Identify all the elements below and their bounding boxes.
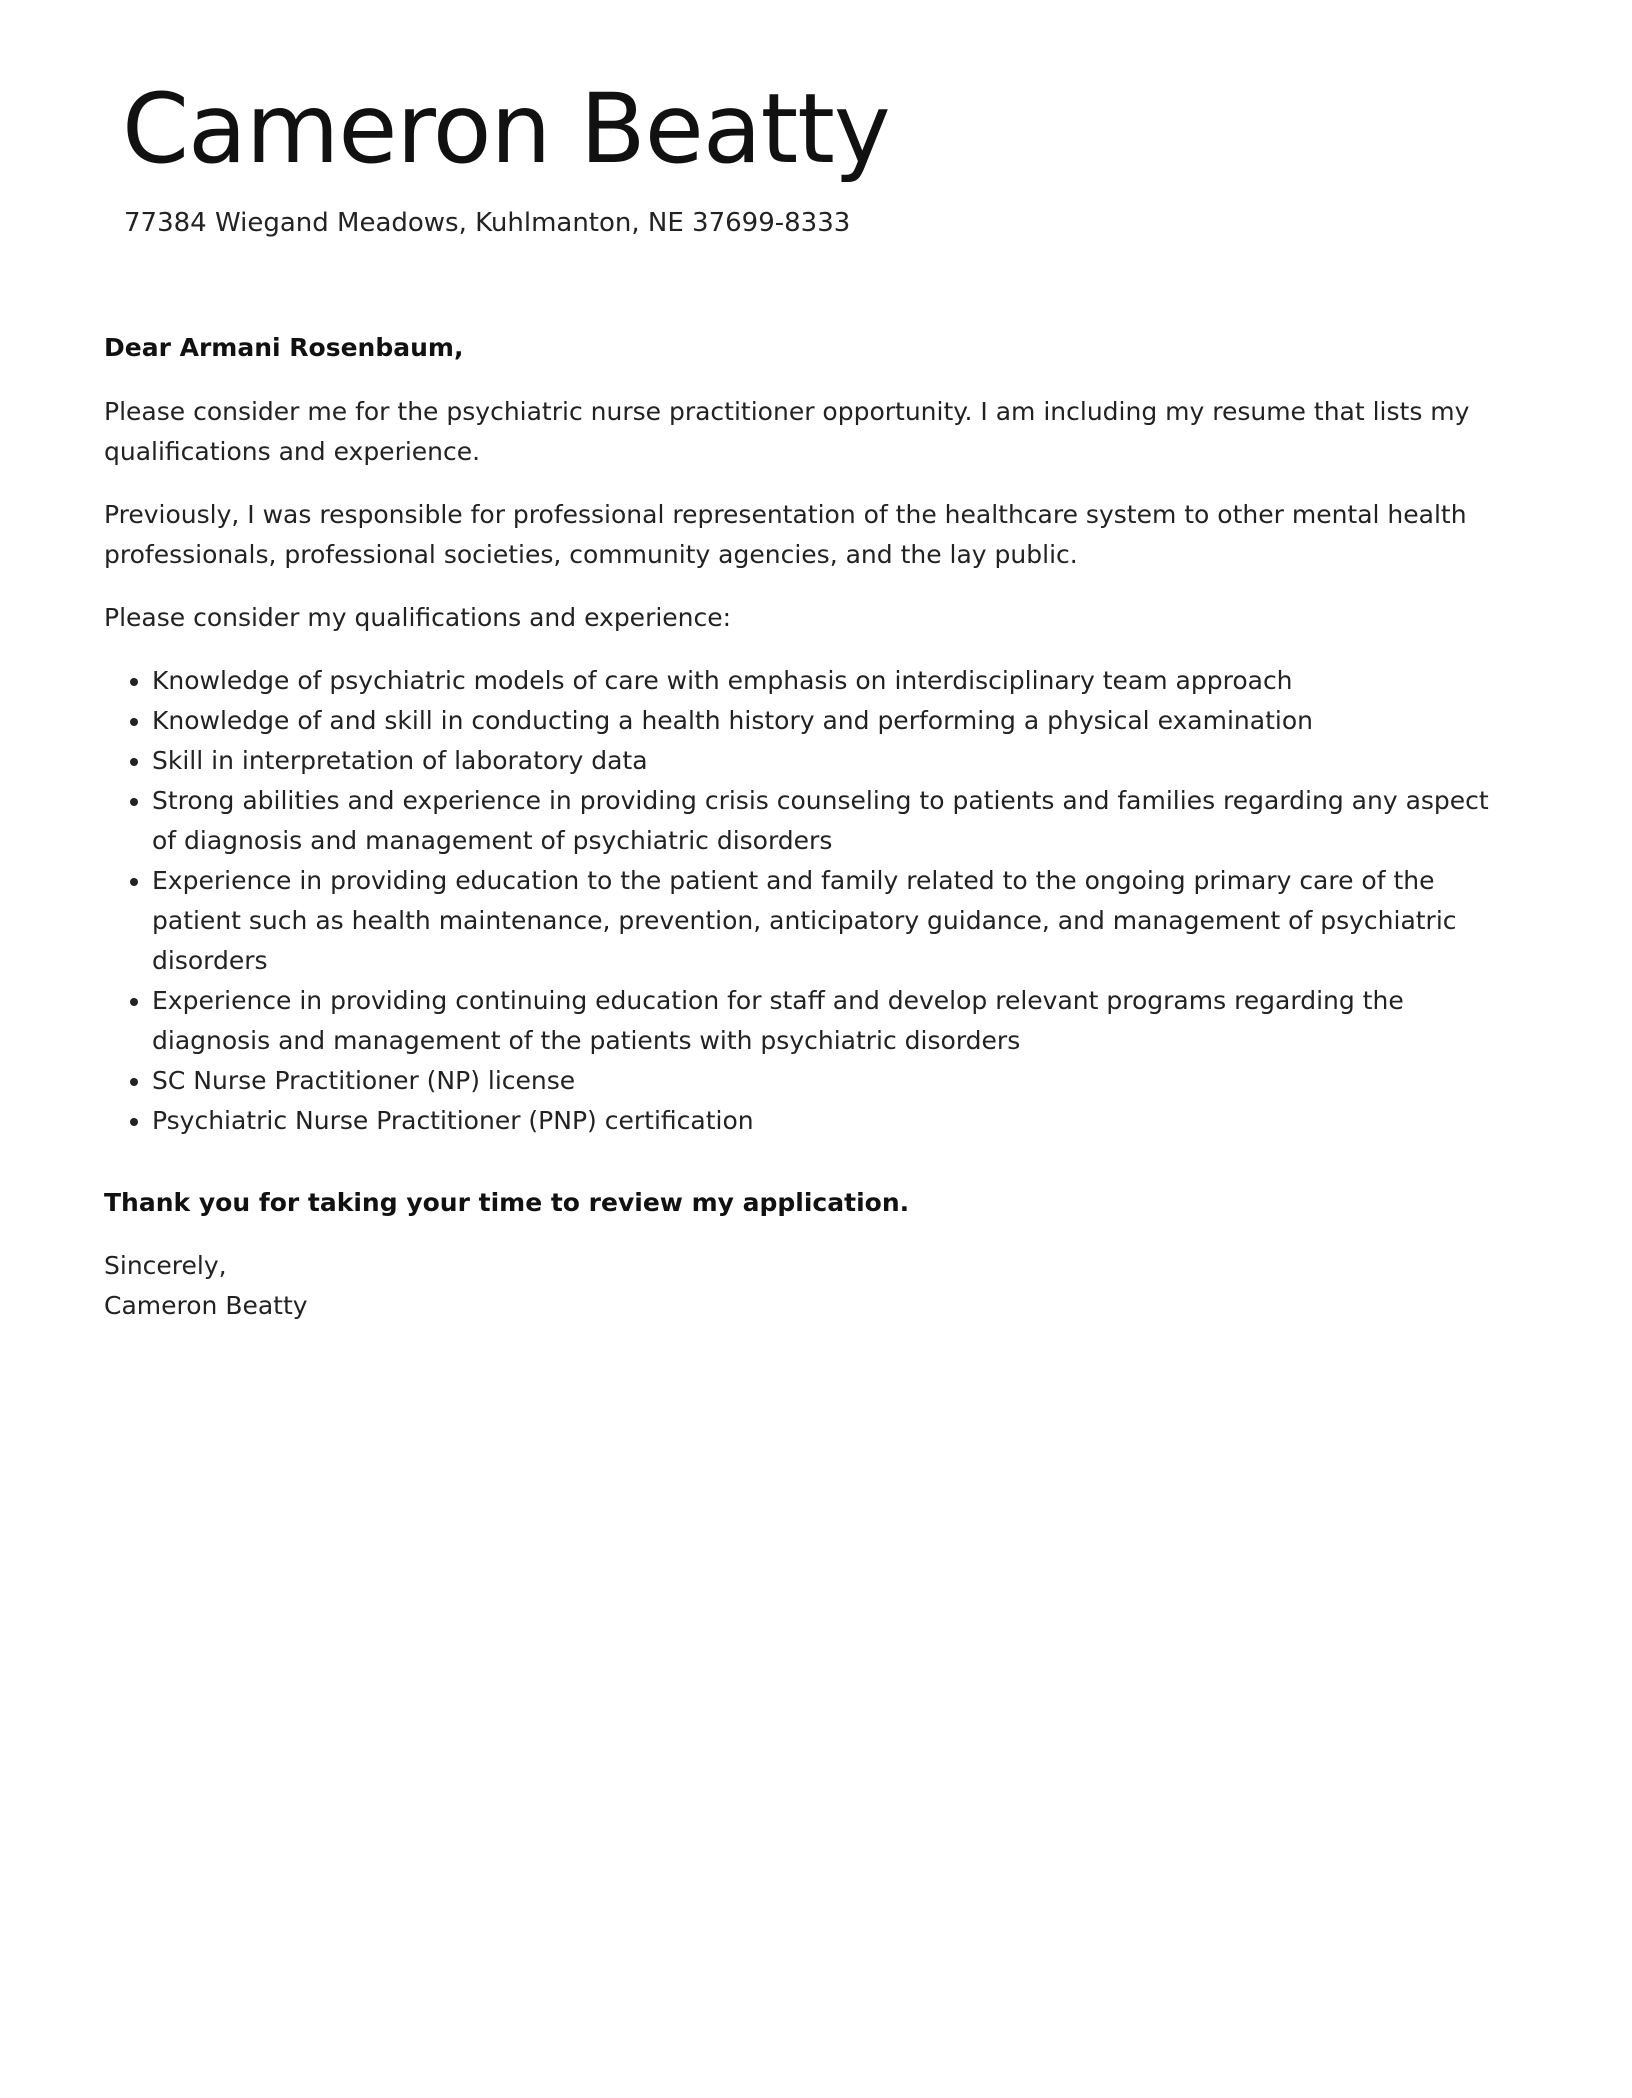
list-item: • Experience in providing continuing education for staff and develop relevant programs regarding the diagnosis and management of the patients with psychiatric disorders [152, 981, 1516, 1061]
list-item: • Knowledge of psychiatric models of care with emphasis on interdisciplinary team approach [152, 661, 1516, 701]
list-item: • Knowledge of and skill in conducting a health history and performing a physical examination [152, 701, 1516, 741]
signoff: Sincerely, [104, 1251, 227, 1280]
list-item: • Skill in interpretation of laboratory data [152, 741, 1516, 781]
experience-paragraph: Previously, I was responsible for professional representation of the healthcare system to other mental health professionals, professional societies, community agencies, and the lay public. [104, 500, 1467, 569]
qualifications-intro: Please consider my qualifications and experience: [104, 603, 732, 632]
sender-address: 77384 Wiegand Meadows, Kuhlmanton, NE 37699-8333 [124, 208, 851, 238]
list-item: • Strong abilities and experience in providing crisis counseling to patients and families regarding any aspect of diagnosis and management of psychiatric disorders [152, 781, 1516, 861]
closing-line: Thank you for taking your time to review my application. [104, 1188, 910, 1217]
list-item: • Experience in providing education to the patient and family related to the ongoing primary care of the patient such as health maintenance, prevention, anticipatory guidance, and management of psychiatric disorders [152, 861, 1516, 981]
salutation: Dear Armani Rosenbaum, [104, 333, 464, 362]
intro-paragraph: Please consider me for the psychiatric nurse practitioner opportunity. I am including my resume that lists my qualifications and experience. [104, 397, 1470, 466]
list-item: • Psychiatric Nurse Practitioner (PNP) certification [152, 1101, 1516, 1141]
sender-name: Cameron Beatty [122, 73, 890, 185]
list-item: • SC Nurse Practitioner (NP) license [152, 1061, 1516, 1101]
signature-name: Cameron Beatty [104, 1291, 308, 1320]
letter-body [104, 328, 1516, 1326]
qualifications-list [104, 661, 1516, 1141]
